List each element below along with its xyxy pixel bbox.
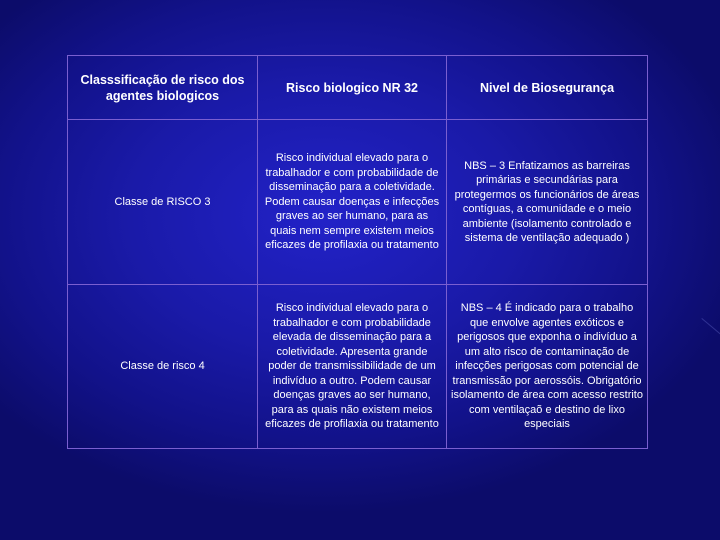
cell-risco-description: Risco individual elevado para o trabalhador e com probabilidade elevada de disseminação para a coletividade. Apresenta grande poder de transmissibilidade de um indivíduo a outro. Podem causar doenças graves ao ser humano, para as quais não existem meios eficazes de profilaxia ou tratamento [258,285,447,449]
cell-risco-description: Risco individual elevado para o trabalhador e com probabilidade de disseminação para a coletividade. Podem causar doenças e infecções graves ao ser humano, para as quais nem sempre existem meios eficazes de profilaxia ou tratamento [258,120,447,285]
table-row [68,285,648,449]
cell-classe-risco-3: Classe de RISCO 3 [68,120,258,285]
table-row [68,120,648,285]
cell-classe-risco-4: Classe de risco 4 [68,285,258,449]
cell-nivel-description: NBS – 3 Enfatizamos as barreiras primárias e secundárias para protegermos os funcionários de áreas contíguas, a comunidade e o meio ambiente (isolamento controlado e sistema de ventilação adequado ) [447,120,648,285]
table-header-row [68,56,648,120]
risk-classification-table [67,55,648,449]
cell-nivel-description: NBS – 4 É indicado para o trabalho que envolve agentes exóticos e perigosos que exponha o indivíduo a um alto risco de contaminação de infecções perigosas com potencial de transmissão por aerossóis. Obrigatório isolamento de área com acesso restrito com ventilaçaõ e destino de lixo especiais [447,285,648,449]
background-streak [701,318,720,338]
header-risco-nr32: Risco biologico NR 32 [258,56,447,120]
header-classificacao: Classsificação de risco dos agentes biologicos [68,56,258,120]
header-nivel-biosseguranca: Nivel de Biosegurança [447,56,648,120]
